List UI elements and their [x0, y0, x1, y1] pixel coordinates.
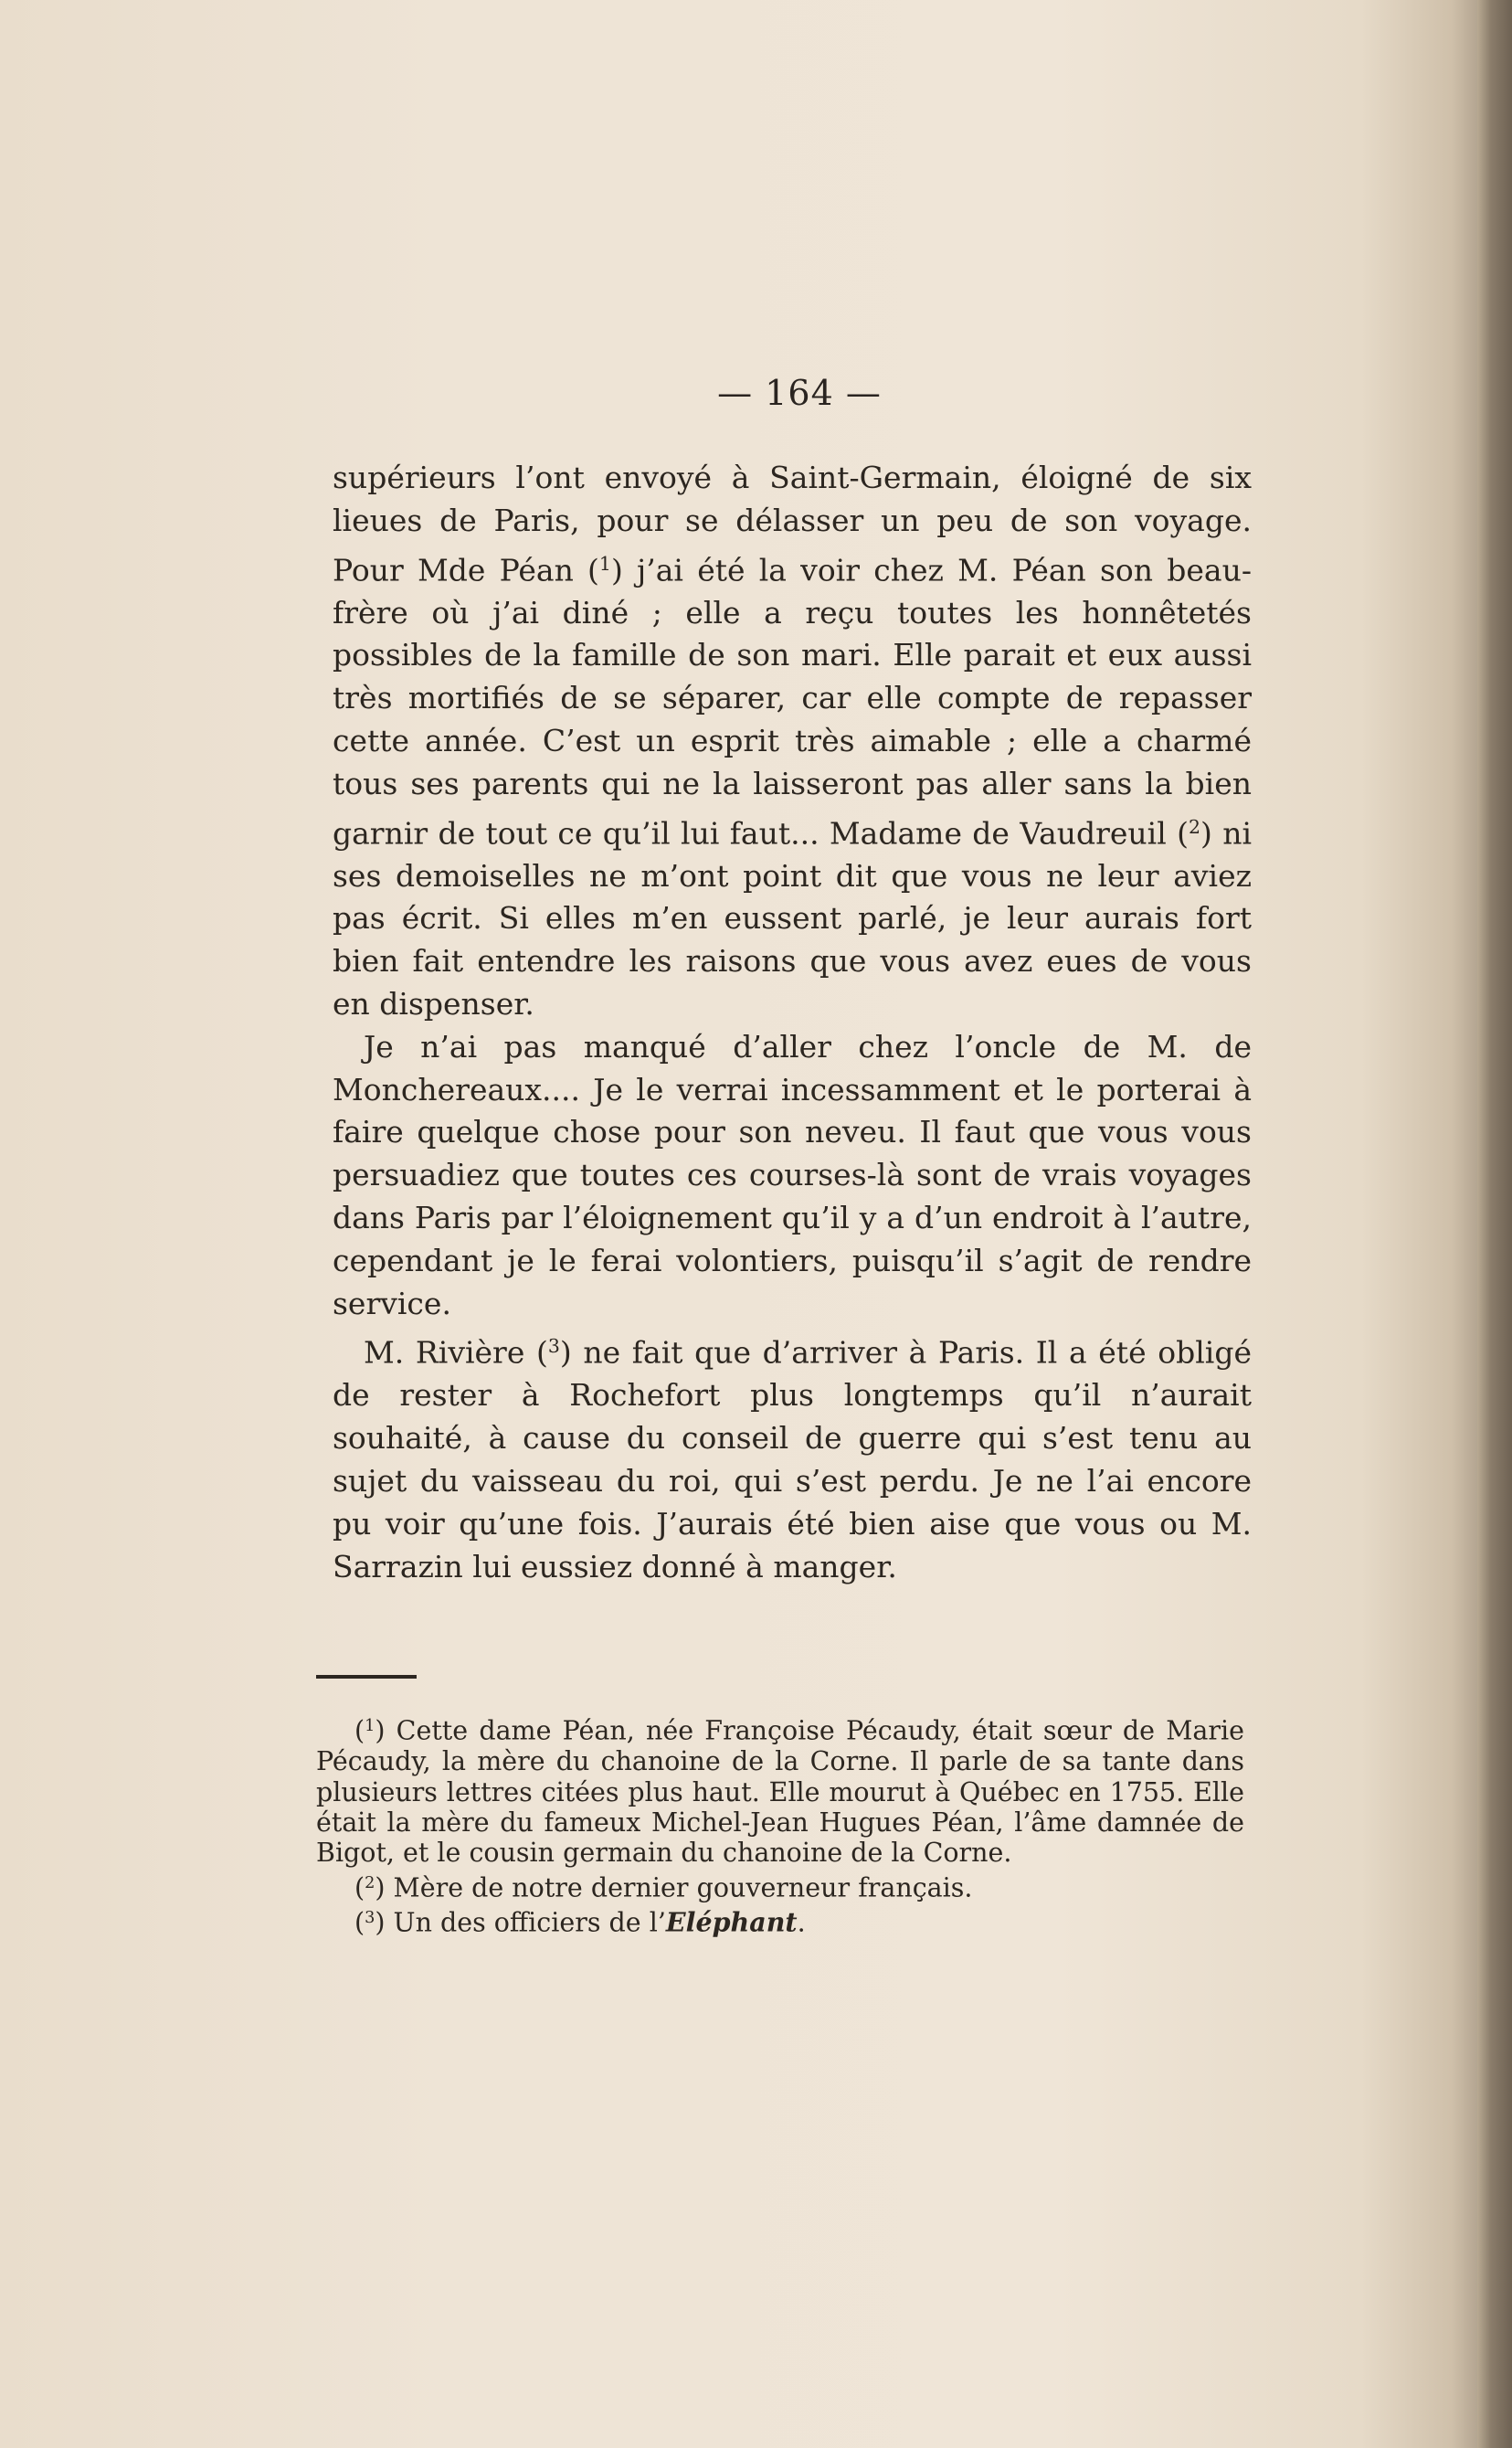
footnote-ref-3: 3 — [547, 1335, 560, 1358]
footnote-1: ($^1$) Cette dame Péan, née Françoise Pécaudy, était sœur de Marie Pécaudy, la mère du chanoine de la Corne. Il parle de sa tante dans plusieurs lettres citées plus haut. Elle mourut à Québec en 1755. Elle était la mère du fameux Michel-Jean Hugues Péan, l’âme damnée de Bigot, et le cousin germain du chanoine de la Corne. — [316, 1715, 1244, 1869]
footnote-ref-1: 1 — [598, 552, 611, 575]
paragraph-1-text-b: ) j’ai été la voir chez M. Péan son beau-frère où j’ai diné ; elle a reçu toutes les honnêtetés possibles de la famille de son mari. Elle parait et eux aussi très mortifiés de se séparer, car elle compte de repasser cette année. C’est un esprit très aimable ; elle a charmé tous ses parents qui ne la laisseront pas aller sans la bien garnir de tout ce qu’il lui faut... Madame de Vaudreuil ( — [333, 551, 1252, 851]
footnote-divider — [316, 1675, 417, 1679]
footnote-ref-2: 2 — [1188, 815, 1200, 838]
main-text — [333, 457, 1252, 1588]
footnote-1-marker: 1 — [365, 1717, 375, 1735]
footnote-3-text: Un des officiers de l’ — [385, 1907, 666, 1938]
footnote-2: ($^2$) Mère de notre dernier gouverneur français. — [354, 1872, 973, 1903]
footnote-2-marker: 2 — [365, 1873, 375, 1892]
footnote-3-marker: 3 — [365, 1908, 375, 1927]
footnote-3-end: . — [797, 1907, 806, 1938]
footnotes — [316, 1711, 1244, 1938]
page-binding-edge — [1477, 0, 1512, 2448]
footnote-1-text: Cette dame Péan, née Françoise Pécaudy, était sœur de Marie Pécaudy, la mère du chanoine de la Corne. Il parle de sa tante dans plusieurs lettres citées plus haut. Elle mourut à Québec en 1755. Elle était la mère du fameux Michel-Jean Hugues Péan, l’âme damnée de Bigot, et le cousin germain du chanoine de la Corne. — [316, 1715, 1244, 1869]
paragraph-3-text-a: M. Rivière ( — [364, 1334, 548, 1371]
paragraph-3-text-b: ) ne fait que d’arriver à Paris. Il a été obligé de rester à Rochefort plus longtemps qu’il n’aurait souhaité, à cause du conseil de guerre qui s’est tenu au sujet du vaisseau du roi, qui s’est perdu. Je ne l’ai encore pu voir qu’une fois. J’aurais été bien aise que vous ou M. Sarrazin lui eussiez donné à manger. — [333, 1334, 1252, 1584]
page-number: — 164 — — [717, 373, 882, 413]
footnote-2-text: Mère de notre dernier gouverneur français. — [385, 1872, 973, 1903]
footnote-3: ($^3$) Un des officiers de l’Eléphant. — [354, 1906, 806, 1938]
paragraph-1-text-a: supérieurs l’ont envoyé à Saint-Germain, éloigné de six lieues de Paris, pour se délasser un peu de son voyage. Pour Mde Péan ( — [333, 460, 1252, 588]
ship-name: Eléphant — [665, 1906, 798, 1938]
paragraph-1-text-c: ) ni ses demoiselles ne m’ont point dit que vous ne leur aviez pas écrit. Si elles m’en eussent parlé, je leur aurais fort bien fait entendre les raisons que vous avez eues de vous en dispenser. — [333, 814, 1252, 1023]
paragraph-3 — [333, 1325, 1252, 1588]
paragraph-2: Je n’ai pas manqué d’aller chez l’oncle de M. de Monchereaux.... Je le verrai incessamment et le porterai à faire quelque chose pour son neveu. Il faut que vous vous persuadiez que toutes ces courses-là sont de vrais voyages dans Paris par l’éloignement qu’il y a d’un endroit à l’autre, cependant je le ferai volontiers, puisqu’il s’agit de rendre service. — [333, 1028, 1252, 1321]
paragraph-1 — [333, 457, 1252, 1026]
